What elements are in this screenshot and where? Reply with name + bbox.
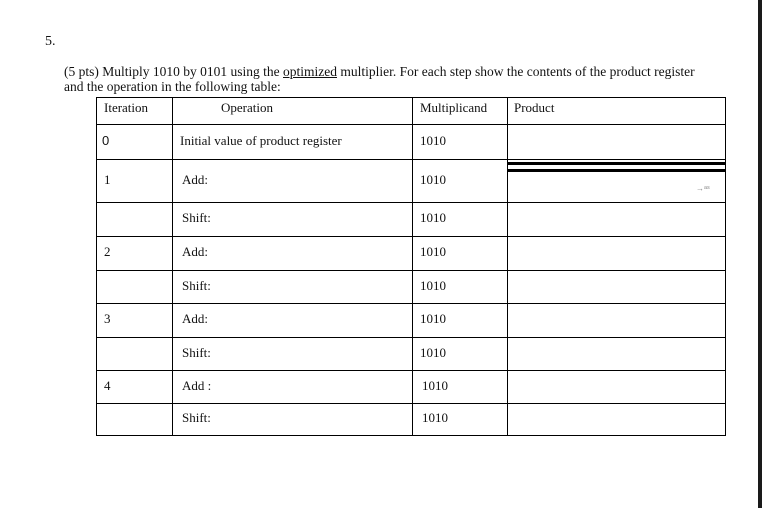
optimized-emphasis: optimized [283,64,337,79]
row-1-iteration: 1 [104,172,111,187]
col-line-4 [725,97,726,436]
row-line-2 [96,159,726,160]
row-7-multiplicand: 1010 [422,378,448,393]
row-line-8 [96,370,726,371]
header-operation: Operation [221,100,273,115]
header-multiplicand: Multiplicand [420,100,488,115]
row-8-multiplicand: 1010 [422,410,448,425]
question-text [64,64,704,94]
row-4-multiplicand: 1010 [420,278,446,293]
question-suffix: multiplier. For each step show the contents of the product register and the operation in the following table: [64,64,695,94]
row-3-operation: Add: [182,244,208,259]
row-7-iteration: 4 [104,378,111,393]
col-line-1 [172,97,173,436]
col-line-2 [412,97,413,436]
row-line-4 [96,236,726,237]
row-0-multiplicand: 1010 [420,133,446,148]
row-0-iteration: 0 [102,133,110,148]
row-1-multiplicand: 1010 [420,172,446,187]
row-line-9 [96,403,726,404]
product-divider-thick-top [507,162,725,165]
col-line-0 [96,97,97,436]
header-product: Product [514,100,555,115]
row-6-operation: Shift: [182,345,211,360]
row-6-multiplicand: 1010 [420,345,446,360]
question-number: 5. [45,34,56,49]
scroll-edge-bar [758,0,762,508]
row-5-iteration: 3 [104,311,111,326]
product-divider-thick-bottom [507,169,725,172]
row-2-multiplicand: 1010 [420,210,446,225]
row-line-1 [96,124,726,125]
row-3-iteration: 2 [104,244,111,259]
row-0-operation: Initial value of product register [180,133,342,148]
cursor-mark: →ᵃˢ [696,184,710,193]
row-4-operation: Shift: [182,278,211,293]
row-line-3 [96,202,726,203]
row-5-operation: Add: [182,311,208,326]
row-1-operation: Add: [182,172,208,187]
row-3-multiplicand: 1010 [420,244,446,259]
header-iteration: Iteration [104,100,149,115]
question-prefix: (5 pts) Multiply 1010 by 0101 using the [64,64,283,79]
row-line-7 [96,337,726,338]
row-line-6 [96,303,726,304]
row-line-5 [96,270,726,271]
col-line-3 [507,97,508,436]
row-5-multiplicand: 1010 [420,311,446,326]
row-8-operation: Shift: [182,410,211,425]
row-7-operation: Add : [182,378,212,393]
row-2-operation: Shift: [182,210,211,225]
row-line-10 [96,435,726,436]
row-line-0 [96,97,726,98]
